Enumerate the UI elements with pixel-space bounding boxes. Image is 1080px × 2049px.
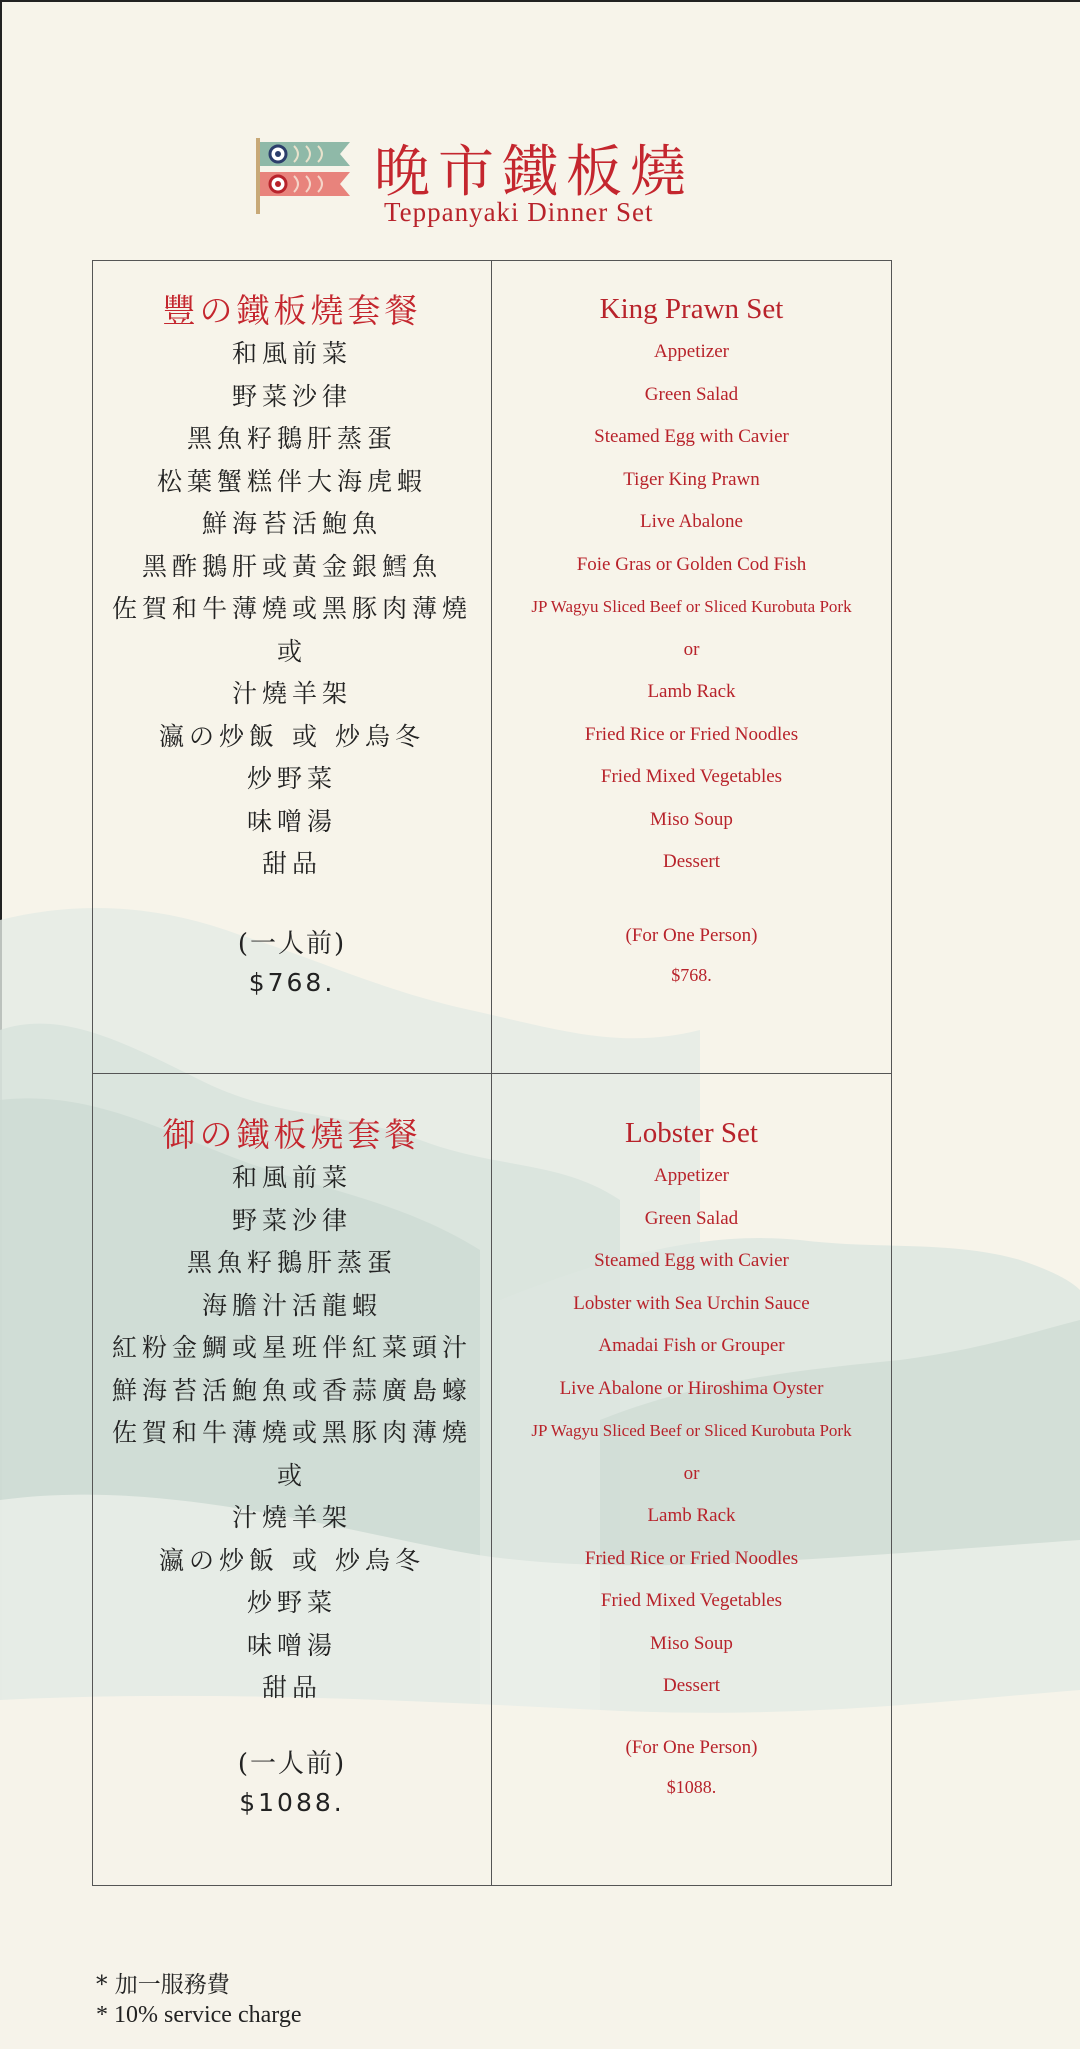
set2-item-en: Amadai Fish or Grouper xyxy=(598,1335,785,1356)
set1-item-cn: 鮮海苔活鮑魚 xyxy=(201,509,382,538)
set1-title-cn: 豐の鐵板燒套餐 xyxy=(162,291,422,330)
set1-item-cn: 汁燒羊架 xyxy=(231,679,352,708)
set2-item-cn: 黑魚籽鵝肝蒸蛋 xyxy=(186,1248,397,1277)
set1-item-en: Tiger King Prawn xyxy=(623,468,760,490)
service-charge-note-en: * 10% service charge xyxy=(96,2002,302,2028)
set1-item-en: Foie Gras or Golden Cod Fish xyxy=(576,553,807,575)
set2-item-en: JP Wagyu Sliced Beef or Sliced Kurobuta Pork xyxy=(531,1421,852,1440)
set2-item-cn: 炒野菜 xyxy=(246,1588,337,1617)
set2-item-cn: 野菜沙律 xyxy=(231,1205,352,1235)
set2-item-en: Green Salad xyxy=(644,1207,739,1229)
set2-item-cn: 紅粉金鯛或星班伴紅菜頭汁 xyxy=(111,1333,472,1362)
set2-english-cell xyxy=(492,1111,891,1806)
set2-price-cn: $1088. xyxy=(239,1787,345,1817)
menu-header xyxy=(254,134,714,234)
set2-item-cn: 味噌湯 xyxy=(246,1630,337,1660)
set2-item-en: Steamed Egg with Cavier xyxy=(594,1250,789,1271)
set1-item-cn: 或 xyxy=(276,636,307,666)
set1-item-en: Steamed Egg with Cavier xyxy=(594,426,789,447)
set2-item-cn: 海膽汁活龍蝦 xyxy=(201,1290,382,1320)
set1-item-en: Dessert xyxy=(663,851,720,872)
set2-chinese-cell xyxy=(93,1113,491,1822)
table-row-divider xyxy=(93,1073,891,1074)
set2-item-en: Appetizer xyxy=(654,1165,729,1186)
service-charge-note-cn: * 加一服務費 xyxy=(96,1972,230,1998)
set1-item-en: Lamb Rack xyxy=(647,681,736,702)
set2-item-cn: 瀛の炒飯 或 炒烏冬 xyxy=(159,1545,425,1575)
set1-item-cn: 黑魚籽鵝肝蒸蛋 xyxy=(186,424,397,453)
set2-item-cn: 佐賀和牛薄燒或黑豚肉薄燒 xyxy=(111,1418,472,1447)
set1-item-cn: 黑酢鵝肝或黃金銀鱈魚 xyxy=(141,551,442,581)
set1-item-cn: 和風前菜 xyxy=(231,339,352,368)
set1-item-en: or xyxy=(683,638,700,660)
set1-price-en: $768. xyxy=(671,964,712,985)
set2-item-en: Fried Rice or Fried Noodles xyxy=(584,1547,799,1569)
menu-title-chinese: 晚市鐵板燒 xyxy=(374,140,694,205)
set1-english-cell xyxy=(492,287,891,994)
set2-item-en: Dessert xyxy=(663,1675,720,1696)
menu-table xyxy=(92,260,892,1886)
set1-item-cn: 味噌湯 xyxy=(246,806,337,836)
set2-item-cn: 或 xyxy=(276,1460,307,1490)
set1-item-cn: 瀛の炒飯 或 炒烏冬 xyxy=(159,721,425,751)
set2-serving-note-cn: (一人前) xyxy=(237,1748,347,1779)
set1-item-cn: 松葉蟹糕伴大海虎蝦 xyxy=(156,466,427,496)
set2-title-en: Lobster Set xyxy=(625,1117,758,1149)
set1-item-en: Appetizer xyxy=(654,341,729,362)
set2-item-cn: 鮮海苔活鮑魚或香蒜廣島蠔 xyxy=(111,1375,472,1405)
set1-item-cn: 佐賀和牛薄燒或黑豚肉薄燒 xyxy=(111,594,472,623)
set1-item-en: Green Salad xyxy=(644,383,739,405)
set1-item-cn: 甜品 xyxy=(261,849,322,878)
set2-item-en: Lamb Rack xyxy=(647,1505,736,1526)
set2-item-en: Fried Mixed Vegetables xyxy=(600,1590,783,1611)
set2-title-cn: 御の鐵板燒套餐 xyxy=(162,1115,422,1154)
set1-item-cn: 野菜沙律 xyxy=(231,381,352,411)
set1-item-en: Fried Mixed Vegetables xyxy=(600,766,783,787)
set1-serving-note-cn: (一人前) xyxy=(237,928,347,959)
set1-serving-note-en: (For One Person) xyxy=(625,924,758,946)
set1-item-en: JP Wagyu Sliced Beef or Sliced Kurobuta Pork xyxy=(531,597,852,616)
set2-price-en: $1088. xyxy=(666,1776,717,1797)
set2-item-en: Lobster with Sea Urchin Sauce xyxy=(573,1292,810,1314)
set2-item-cn: 甜品 xyxy=(261,1673,322,1702)
service-charge-footer xyxy=(96,1970,301,2030)
set2-serving-note-en: (For One Person) xyxy=(625,1736,758,1758)
set2-item-cn: 和風前菜 xyxy=(231,1163,352,1192)
set1-title-en: King Prawn Set xyxy=(599,293,784,325)
koinobori-carp-streamer-icon xyxy=(254,136,354,216)
set1-item-en: Live Abalone xyxy=(640,511,743,532)
set1-price-cn: $768. xyxy=(248,967,336,997)
set2-item-cn: 汁燒羊架 xyxy=(231,1503,352,1532)
set2-item-en: or xyxy=(683,1462,700,1484)
set1-item-cn: 炒野菜 xyxy=(246,764,337,793)
set1-item-en: Fried Rice or Fried Noodles xyxy=(584,723,799,745)
set2-item-en: Live Abalone or Hiroshima Oyster xyxy=(559,1377,824,1399)
set1-chinese-cell xyxy=(93,289,491,1002)
set1-item-en: Miso Soup xyxy=(650,808,733,830)
menu-title-english: Teppanyaki Dinner Set xyxy=(384,197,654,227)
set2-item-en: Miso Soup xyxy=(650,1632,733,1654)
